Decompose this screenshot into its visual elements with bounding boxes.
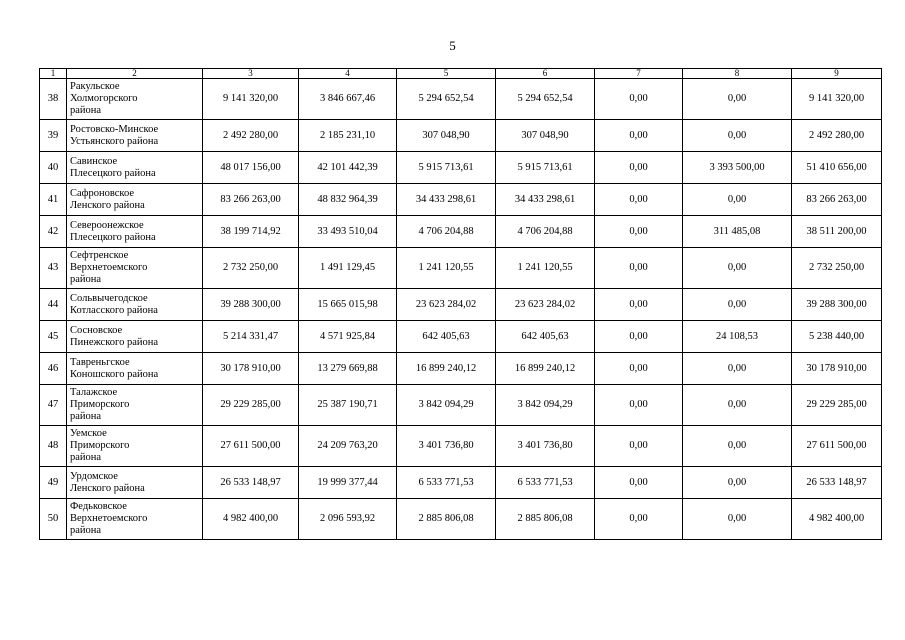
settlement-name-line: Плесецкого района	[70, 167, 156, 179]
amount-cell-c7: 0,00	[595, 499, 683, 540]
column-header: 7	[595, 69, 683, 79]
column-header: 9	[792, 69, 882, 79]
amount-cell-c3: 2 732 250,00	[203, 248, 299, 289]
table-row	[40, 248, 882, 289]
amount-cell-c6: 5 915 713,61	[496, 152, 595, 184]
row-number: 49	[40, 467, 67, 499]
amount-cell-c4: 4 571 925,84	[299, 321, 397, 353]
table-row	[40, 321, 882, 353]
amount-cell-c3: 26 533 148,97	[203, 467, 299, 499]
amount-cell-c5: 16 899 240,12	[397, 353, 496, 385]
amount-cell-c4: 13 279 669,88	[299, 353, 397, 385]
row-number: 50	[40, 499, 67, 540]
table-row	[40, 79, 882, 120]
amount-cell-c7: 0,00	[595, 289, 683, 321]
amount-cell-c6: 3 842 094,29	[496, 385, 595, 426]
amount-cell-c4: 48 832 964,39	[299, 184, 397, 216]
amount-cell-c4: 42 101 442,39	[299, 152, 397, 184]
table-row	[40, 467, 882, 499]
table-body	[40, 79, 882, 540]
settlement-name-line: района	[70, 274, 102, 285]
amount-cell-c8: 0,00	[683, 184, 792, 216]
amount-cell-c6: 5 294 652,54	[496, 79, 595, 120]
settlement-name-line: Талажское	[70, 387, 118, 398]
amount-cell-c5: 3 842 094,29	[397, 385, 496, 426]
amount-cell-c8: 0,00	[683, 248, 792, 289]
amount-cell-c6: 307 048,90	[496, 120, 595, 152]
amount-cell-c9: 38 511 200,00	[792, 216, 882, 248]
settlement-name-line: Тавреньгское	[70, 356, 130, 368]
amount-cell-c5: 23 623 284,02	[397, 289, 496, 321]
settlement-name	[67, 216, 203, 248]
amount-cell-c6: 3 401 736,80	[496, 426, 595, 467]
amount-cell-c4: 2 185 231,10	[299, 120, 397, 152]
settlement-name-line: Приморского	[70, 440, 130, 451]
settlement-name-line: Ракульское	[70, 81, 120, 92]
amount-cell-c6: 23 623 284,02	[496, 289, 595, 321]
amount-cell-c8: 0,00	[683, 120, 792, 152]
amount-cell-c7: 0,00	[595, 467, 683, 499]
table-row	[40, 499, 882, 540]
amount-cell-c5: 4 706 204,88	[397, 216, 496, 248]
amount-cell-c5: 2 885 806,08	[397, 499, 496, 540]
amount-cell-c7: 0,00	[595, 248, 683, 289]
amount-cell-c5: 6 533 771,53	[397, 467, 496, 499]
column-number-row	[40, 69, 882, 79]
amount-cell-c8: 0,00	[683, 79, 792, 120]
amount-cell-c6: 34 433 298,61	[496, 184, 595, 216]
settlement-name-line: Пинежского района	[70, 336, 159, 348]
settlement-name-line: Верхнетоемского	[70, 513, 148, 524]
settlement-name-line: Савинское	[70, 155, 118, 167]
row-number: 43	[40, 248, 67, 289]
settlement-name	[67, 426, 203, 467]
table-row	[40, 120, 882, 152]
amount-cell-c4: 1 491 129,45	[299, 248, 397, 289]
amount-cell-c3: 2 492 280,00	[203, 120, 299, 152]
amount-cell-c5: 5 294 652,54	[397, 79, 496, 120]
row-number: 39	[40, 120, 67, 152]
table-row	[40, 184, 882, 216]
settlement-name-line: Ростовско-Минское	[70, 123, 159, 135]
settlement-name	[67, 248, 203, 289]
settlement-name-line: Уемское	[70, 428, 107, 439]
amount-cell-c9: 2 492 280,00	[792, 120, 882, 152]
settlement-name-line: Коношского района	[70, 368, 159, 380]
amount-cell-c3: 30 178 910,00	[203, 353, 299, 385]
amount-cell-c8: 0,00	[683, 499, 792, 540]
settlement-name-line: Сольвычегодское	[70, 292, 148, 304]
amount-cell-c7: 0,00	[595, 120, 683, 152]
row-number: 46	[40, 353, 67, 385]
settlement-name-line: Холмогорского	[70, 93, 138, 104]
table-row	[40, 353, 882, 385]
settlement-name	[67, 184, 203, 216]
settlement-name-line: Сефтренское	[70, 250, 129, 261]
amount-cell-c6: 2 885 806,08	[496, 499, 595, 540]
amount-cell-c3: 4 982 400,00	[203, 499, 299, 540]
amount-cell-c9: 4 982 400,00	[792, 499, 882, 540]
amount-cell-c6: 642 405,63	[496, 321, 595, 353]
amount-cell-c9: 51 410 656,00	[792, 152, 882, 184]
amount-cell-c4: 3 846 667,46	[299, 79, 397, 120]
amount-cell-c5: 34 433 298,61	[397, 184, 496, 216]
table-row	[40, 426, 882, 467]
amount-cell-c4: 33 493 510,04	[299, 216, 397, 248]
budget-table	[39, 68, 882, 540]
amount-cell-c4: 25 387 190,71	[299, 385, 397, 426]
settlement-name-line: района	[70, 525, 102, 536]
settlement-name-line: Приморского	[70, 399, 130, 410]
amount-cell-c5: 642 405,63	[397, 321, 496, 353]
settlement-name	[67, 385, 203, 426]
amount-cell-c8: 3 393 500,00	[683, 152, 792, 184]
settlement-name-line: Ленского района	[70, 482, 145, 494]
settlement-name-line: Сосновское	[70, 324, 123, 336]
amount-cell-c8: 0,00	[683, 385, 792, 426]
settlement-name	[67, 79, 203, 120]
settlement-name-line: Ленского района	[70, 199, 145, 211]
settlement-name-line: Североонежское	[70, 219, 144, 231]
amount-cell-c4: 15 665 015,98	[299, 289, 397, 321]
page-number: 5	[449, 38, 456, 53]
settlement-name	[67, 152, 203, 184]
settlement-name-line: Устьянского района	[70, 135, 159, 147]
settlement-name	[67, 353, 203, 385]
table-row	[40, 216, 882, 248]
amount-cell-c5: 1 241 120,55	[397, 248, 496, 289]
amount-cell-c7: 0,00	[595, 426, 683, 467]
settlement-name	[67, 120, 203, 152]
row-number: 40	[40, 152, 67, 184]
row-number: 38	[40, 79, 67, 120]
amount-cell-c8: 0,00	[683, 426, 792, 467]
column-header: 3	[203, 69, 299, 79]
column-header: 2	[67, 69, 203, 79]
amount-cell-c8: 24 108,53	[683, 321, 792, 353]
amount-cell-c6: 6 533 771,53	[496, 467, 595, 499]
settlement-name-line: Котласского района	[70, 304, 158, 316]
amount-cell-c7: 0,00	[595, 216, 683, 248]
amount-cell-c8: 311 485,08	[683, 216, 792, 248]
settlement-name-line: Верхнетоемского	[70, 262, 148, 273]
column-header: 6	[496, 69, 595, 79]
amount-cell-c4: 19 999 377,44	[299, 467, 397, 499]
amount-cell-c9: 27 611 500,00	[792, 426, 882, 467]
row-number: 47	[40, 385, 67, 426]
amount-cell-c3: 39 288 300,00	[203, 289, 299, 321]
amount-cell-c9: 9 141 320,00	[792, 79, 882, 120]
settlement-name-line: района	[70, 452, 102, 463]
column-header: 8	[683, 69, 792, 79]
amount-cell-c3: 9 141 320,00	[203, 79, 299, 120]
settlement-name-line: Федьковское	[70, 501, 127, 512]
settlement-name	[67, 467, 203, 499]
amount-cell-c3: 83 266 263,00	[203, 184, 299, 216]
amount-cell-c3: 29 229 285,00	[203, 385, 299, 426]
amount-cell-c8: 0,00	[683, 289, 792, 321]
settlement-name-line: Плесецкого района	[70, 231, 156, 243]
row-number: 42	[40, 216, 67, 248]
table-row	[40, 289, 882, 321]
settlement-name-line: района	[70, 105, 102, 116]
amount-cell-c6: 16 899 240,12	[496, 353, 595, 385]
column-header: 1	[40, 69, 67, 79]
settlement-name-line: Сафроновское	[70, 187, 134, 199]
amount-cell-c6: 1 241 120,55	[496, 248, 595, 289]
amount-cell-c9: 29 229 285,00	[792, 385, 882, 426]
amount-cell-c9: 26 533 148,97	[792, 467, 882, 499]
amount-cell-c6: 4 706 204,88	[496, 216, 595, 248]
amount-cell-c7: 0,00	[595, 184, 683, 216]
amount-cell-c5: 5 915 713,61	[397, 152, 496, 184]
amount-cell-c3: 38 199 714,92	[203, 216, 299, 248]
table-row	[40, 385, 882, 426]
settlement-name-line: Урдомское	[70, 470, 118, 482]
amount-cell-c3: 48 017 156,00	[203, 152, 299, 184]
amount-cell-c4: 24 209 763,20	[299, 426, 397, 467]
amount-cell-c9: 83 266 263,00	[792, 184, 882, 216]
amount-cell-c7: 0,00	[595, 321, 683, 353]
amount-cell-c8: 0,00	[683, 467, 792, 499]
amount-cell-c5: 307 048,90	[397, 120, 496, 152]
row-number: 48	[40, 426, 67, 467]
settlement-name	[67, 321, 203, 353]
amount-cell-c7: 0,00	[595, 353, 683, 385]
amount-cell-c7: 0,00	[595, 152, 683, 184]
column-header: 4	[299, 69, 397, 79]
amount-cell-c4: 2 096 593,92	[299, 499, 397, 540]
row-number: 45	[40, 321, 67, 353]
amount-cell-c9: 30 178 910,00	[792, 353, 882, 385]
amount-cell-c7: 0,00	[595, 385, 683, 426]
amount-cell-c9: 5 238 440,00	[792, 321, 882, 353]
amount-cell-c3: 27 611 500,00	[203, 426, 299, 467]
amount-cell-c9: 2 732 250,00	[792, 248, 882, 289]
row-number: 44	[40, 289, 67, 321]
amount-cell-c3: 5 214 331,47	[203, 321, 299, 353]
settlement-name	[67, 289, 203, 321]
settlement-name-line: района	[70, 411, 102, 422]
settlement-name	[67, 499, 203, 540]
row-number: 41	[40, 184, 67, 216]
amount-cell-c9: 39 288 300,00	[792, 289, 882, 321]
amount-cell-c8: 0,00	[683, 353, 792, 385]
column-header: 5	[397, 69, 496, 79]
table-row	[40, 152, 882, 184]
amount-cell-c5: 3 401 736,80	[397, 426, 496, 467]
amount-cell-c7: 0,00	[595, 79, 683, 120]
